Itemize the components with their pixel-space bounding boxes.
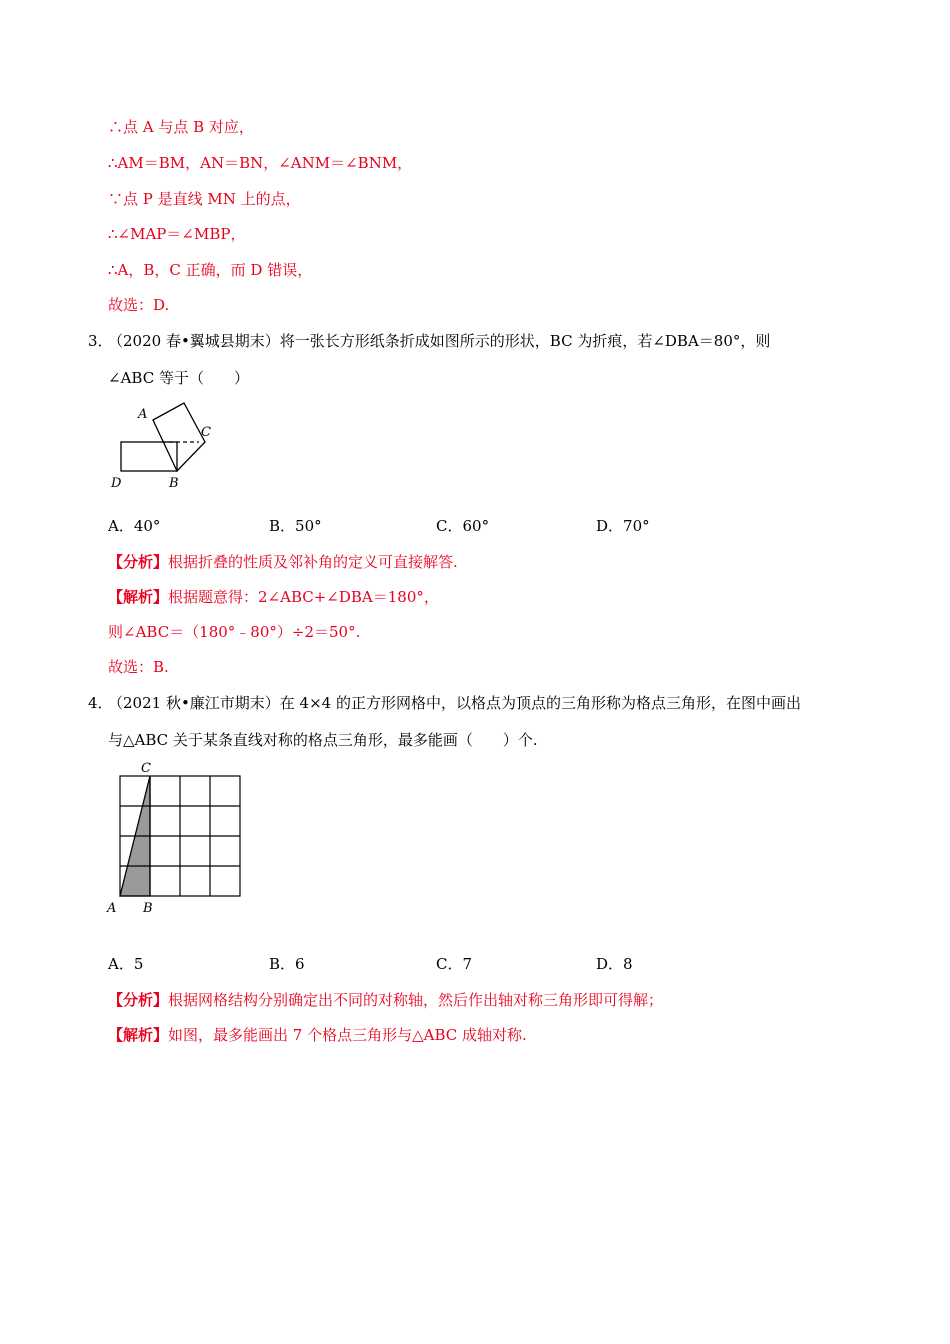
q4-option-b[interactable]: B．6 [269, 955, 305, 973]
q4-label-c: C [141, 761, 151, 776]
solution-line-3: ∵点 P 是直线 MN 上的点， [108, 190, 301, 208]
q3-stem-line-2: ∠ABC 等于（ ） [108, 369, 249, 387]
q4-stem-line-1: （2021 秋•廉江市期末）在 4×4 的正方形网格中，以格点为顶点的三角形称为格点三角形，在图中画出 [108, 694, 801, 712]
q4-number: 4． [88, 694, 113, 712]
q3-label-d: D [111, 476, 122, 491]
q4-option-c[interactable]: C．7 [436, 955, 473, 973]
q4-label-b: B [143, 901, 153, 916]
q3-paper-strip [121, 442, 177, 471]
q4-solution [108, 1025, 527, 1045]
solution-answer: 故选：D. [108, 296, 170, 314]
solution-line-4: ∴∠MAP＝∠MBP， [108, 225, 246, 243]
q4-analysis-tag: 【分析】 [108, 991, 169, 1009]
solution-line-2: ∴AM＝BM，AN＝BN，∠ANM＝∠BNM， [108, 154, 413, 172]
q3-option-a[interactable]: A．40° [108, 517, 161, 535]
q3-solution [108, 587, 439, 607]
q4-option-a[interactable]: A．5 [108, 955, 144, 973]
q4-grid-figure [106, 758, 246, 918]
q3-option-d[interactable]: D．70° [596, 517, 650, 535]
solution-line-5: ∴A，B，C 正确，而 D 错误， [108, 261, 313, 279]
q3-analysis [108, 552, 458, 572]
q3-solution-text-1: 根据题意得：2∠ABC+∠DBA＝180°， [168, 588, 439, 606]
q4-analysis-text: 根据网格结构分别确定出不同的对称轴，然后作出轴对称三角形即可得解； [168, 991, 664, 1009]
q4-label-a: A [107, 901, 117, 916]
q4-solution-text: 如图，最多能画出 7 个格点三角形与△ABC 成轴对称. [168, 1026, 527, 1044]
q3-analysis-text: 根据折叠的性质及邻补角的定义可直接解答. [168, 553, 458, 571]
q3-label-b: B [169, 476, 179, 491]
q4-option-d[interactable]: D．8 [596, 955, 633, 973]
q4-analysis [108, 990, 663, 1010]
q3-solution-tag: 【解析】 [108, 588, 169, 606]
q3-option-b[interactable]: B．50° [269, 517, 322, 535]
q3-label-c: C [201, 425, 211, 440]
q3-stem-line-1: （2020 春•翼城县期末）将一张长方形纸条折成如图所示的形状，BC 为折痕，若∠DBA＝80°，则 [108, 332, 771, 350]
q3-analysis-tag: 【分析】 [108, 553, 169, 571]
q3-number: 3． [88, 332, 113, 350]
q4-stem-line-2: 与△ABC 关于某条直线对称的格点三角形，最多能画（ ）个. [108, 731, 538, 749]
q3-label-a: A [138, 407, 148, 422]
q3-option-c[interactable]: C．60° [436, 517, 490, 535]
solution-line-1: ∴点 A 与点 B 对应， [108, 118, 254, 136]
q3-solution-line-2: 则∠ABC＝（180°﹣80°）÷2＝50°. [108, 623, 361, 641]
q3-folded-part [153, 403, 205, 471]
q3-answer: 故选：B. [108, 658, 169, 676]
q3-fold-figure [108, 398, 228, 493]
q4-solution-tag: 【解析】 [108, 1026, 169, 1044]
